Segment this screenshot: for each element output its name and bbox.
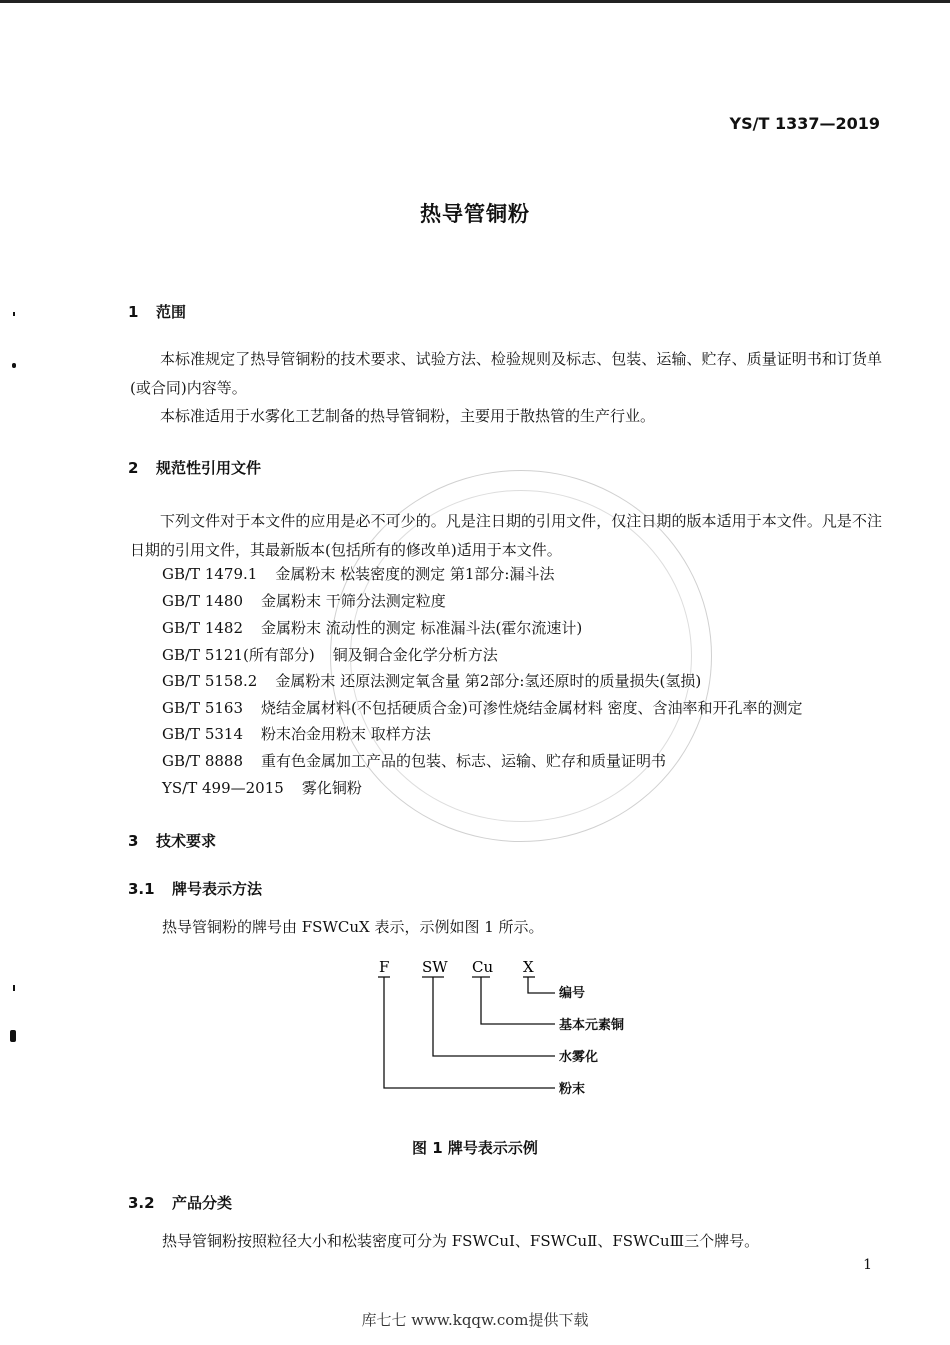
reference-title: 粉末冶金用粉末 取样方法 [261,725,431,743]
footer-text: 库七七 www.kqqw.com提供下载 [361,1311,589,1329]
leader-sw [433,977,555,1056]
section-title: 范围 [156,303,187,321]
reference-title: 雾化铜粉 [301,779,362,797]
scan-mark [13,312,15,316]
paragraph: 本标准适用于水雾化工艺制备的热导管铜粉，主要用于散热管的生产行业。 [160,407,656,425]
reference-item [162,563,554,584]
document-title: 热导管铜粉 [420,202,530,226]
leader-f [384,977,555,1088]
section-title: 牌号表示方法 [172,880,263,898]
section-3-1-heading [128,878,262,899]
section-2-heading [128,457,261,478]
designation-diagram [360,952,660,1102]
paragraph: 热导管铜粉按照粒径大小和松装密度可分为 FSWCuⅠ、FSWCuⅡ、FSWCuⅢ三个牌号。 [162,1232,760,1250]
reference-item [162,723,431,744]
reference-item [162,750,666,771]
scan-mark [13,985,15,991]
page-number: 1 [863,1257,872,1273]
reference-code: GB/T 5158.2 [162,672,258,690]
section-3-heading [128,830,216,851]
reference-title: 烧结金属材料(不包括硬质合金)可渗性烧结金属材料 密度、含油率和开孔率的测定 [261,699,803,717]
reference-title: 金属粉末 松装密度的测定 第1部分:漏斗法 [275,565,555,583]
reference-code: GB/T 8888 [162,752,244,770]
reference-code: GB/T 5314 [162,725,244,743]
reference-title: 铜及铜合金化学分析方法 [332,646,498,664]
reference-title: 金属粉末 干筛分法测定粒度 [261,592,446,610]
paragraph: 本标准规定了热导管铜粉的技术要求、试验方法、检验规则及标志、包装、运输、贮存、质量证明书和订货单(或合同)内容等。 [130,350,882,397]
reference-item [162,590,446,611]
paragraph: 下列文件对于本文件的应用是必不可少的。凡是注日期的引用文件，仅注日期的版本适用于本文件。凡是不注日期的引用文件，其最新版本(包括所有的修改单)适用于本文件。 [130,512,882,559]
reference-code: YS/T 499—2015 [162,779,284,797]
diagram-part-f: F [379,958,390,976]
section-title: 产品分类 [172,1194,233,1212]
section-title: 规范性引用文件 [156,459,262,477]
reference-title: 金属粉末 还原法测定氧含量 第2部分:氢还原时的质量损失(氢损) [275,672,702,690]
reference-item [162,697,803,718]
reference-code: GB/T 1482 [162,619,244,637]
reference-item [162,777,362,798]
section-number: 3.1 [128,880,155,898]
label-base-element: 基本元素铜 [559,1018,625,1033]
reference-code: GB/T 5121(所有部分) [162,646,315,664]
section-number: 1 [128,303,139,321]
reference-code: GB/T 1480 [162,592,244,610]
label-water-atomized: 水雾化 [559,1050,599,1065]
section-3-2-heading [128,1192,232,1213]
leader-cu [481,977,555,1024]
diagram-leader-lines [378,977,555,1088]
reference-title: 金属粉末 流动性的测定 标准漏斗法(霍尔流速计) [261,619,583,637]
label-serial: 编号 [559,986,586,1001]
label-powder: 粉末 [559,1082,586,1097]
paragraph: 热导管铜粉的牌号由 FSWCuX 表示，示例如图 1 所示。 [162,918,544,936]
scan-mark [12,363,16,368]
reference-item [162,644,498,665]
diagram-part-sw: SW [422,958,448,976]
reference-code: GB/T 5163 [162,699,244,717]
reference-code: GB/T 1479.1 [162,565,258,583]
figure-caption: 图 1 牌号表示示例 [412,1139,538,1157]
reference-title: 重有色金属加工产品的包装、标志、运输、贮存和质量证明书 [261,752,667,770]
reference-item [162,670,701,691]
diagram-part-cu: Cu [472,958,494,976]
reference-item [162,617,582,638]
section-number: 3.2 [128,1194,155,1212]
standard-number: YS/T 1337—2019 [729,114,880,133]
top-rule [0,0,950,3]
section-1-heading [128,301,186,322]
section-number: 2 [128,459,139,477]
leader-x [528,977,555,993]
section-title: 技术要求 [156,832,217,850]
diagram-part-x: X [523,958,534,976]
scan-mark [10,1030,16,1042]
section-number: 3 [128,832,139,850]
